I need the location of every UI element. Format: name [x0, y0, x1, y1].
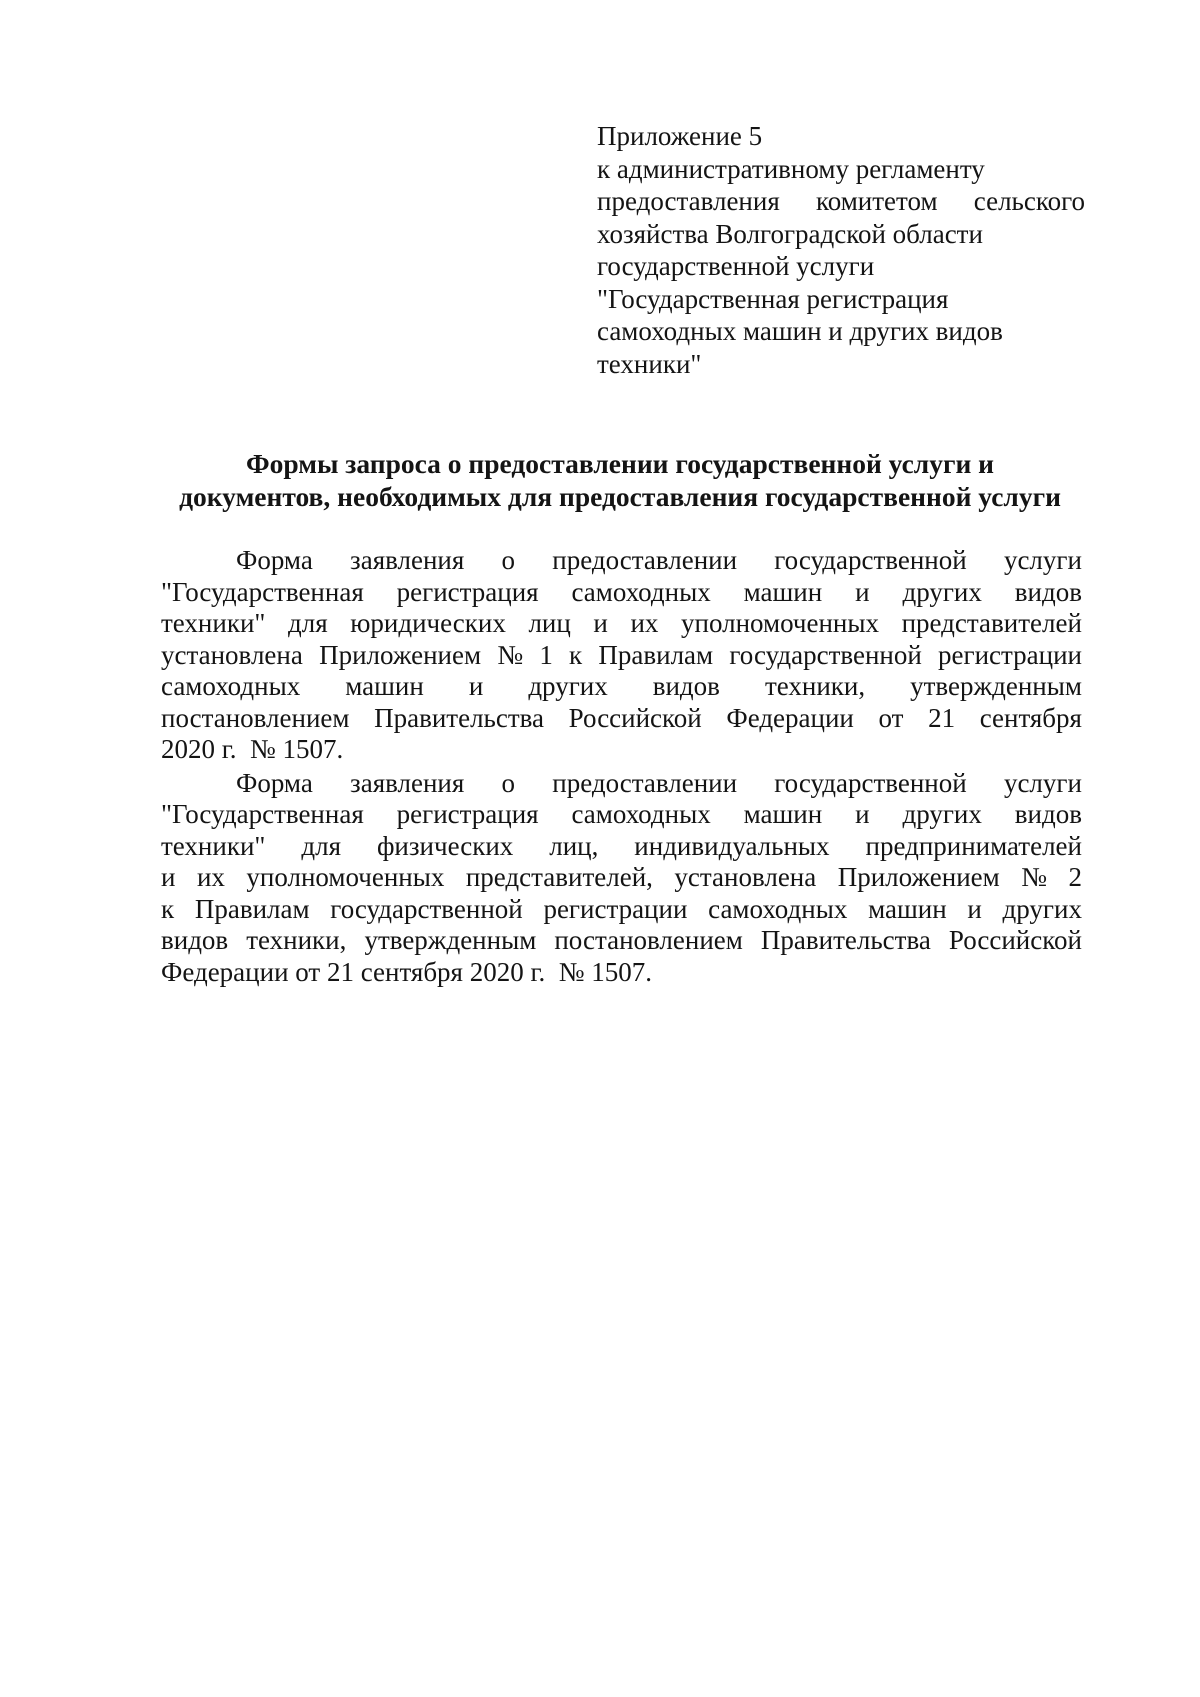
body-line: [161, 925, 1082, 957]
body-word: Правилам: [194, 893, 310, 924]
body-word: регистрации: [543, 893, 688, 924]
body-word: машин: [868, 893, 947, 924]
body-line: [161, 734, 1082, 766]
body-line-text: 2020 г. № 1507.: [161, 734, 344, 764]
body-word: других: [902, 576, 982, 607]
body-word: Приложением: [837, 862, 1000, 892]
body-word: видов: [1014, 576, 1082, 607]
body-word: техники,: [246, 925, 347, 955]
body-word: Российской: [568, 702, 702, 733]
body-word: постановлением: [161, 702, 350, 733]
body-word: техники": [161, 830, 266, 861]
body-word: их: [630, 608, 659, 638]
body-line: [161, 640, 1082, 672]
appendix-line: государственной услуги: [597, 251, 875, 281]
body-word: Правительства: [760, 925, 931, 955]
body-word: самоходных: [708, 893, 848, 924]
body-word: видов: [161, 925, 229, 955]
body-word: Приложением: [319, 639, 482, 670]
body-word: №: [497, 639, 524, 670]
body-line: [161, 894, 1082, 926]
body-word: Правительства: [374, 702, 545, 733]
appendix-line: хозяйства Волгоградской области: [597, 218, 983, 249]
body-word: 21: [928, 702, 956, 733]
body-line: [161, 957, 1082, 989]
body-word: "Государственная: [161, 576, 364, 607]
body-word: государственной: [330, 893, 523, 924]
body-word: о: [501, 767, 516, 798]
body-word: к: [161, 893, 175, 924]
body-word: заявления: [350, 767, 465, 798]
body-word: самоходных: [161, 671, 301, 701]
body-word: Федерации: [726, 702, 854, 733]
appendix-header: [597, 120, 1085, 380]
body-word: регистрация: [396, 576, 539, 607]
body-word: самоходных: [571, 576, 711, 607]
body-word: Правилам: [598, 639, 714, 670]
body-word: сентября: [979, 702, 1082, 733]
body-word: от: [878, 702, 904, 733]
title-line-1: Формы запроса о предоставлении государственной услуги и: [245, 448, 995, 479]
body-word: услуги: [1003, 767, 1082, 798]
body-word: для: [301, 830, 341, 861]
body-line: [161, 768, 1082, 800]
body-word: машин: [345, 671, 424, 701]
body-word: и: [593, 608, 608, 638]
document-body: [161, 545, 1082, 988]
appendix-line: Приложение 5: [597, 121, 763, 151]
body-word: 2: [1068, 862, 1082, 892]
body-word: установлена: [161, 639, 303, 670]
body-word: регистрации: [938, 639, 1082, 670]
body-line: [161, 831, 1082, 863]
body-line: [161, 671, 1082, 703]
body-word: уполномоченных: [246, 862, 445, 892]
body-line: [161, 608, 1082, 640]
body-word: самоходных: [571, 799, 711, 829]
body-word: 1: [539, 639, 553, 670]
body-word: установлена: [674, 862, 817, 892]
body-word: заявления: [350, 545, 465, 575]
body-word: государственной: [774, 767, 967, 798]
body-word: уполномоченных: [681, 608, 879, 638]
appendix-word: предоставления: [597, 186, 780, 216]
body-word: утвержденным: [364, 925, 537, 955]
body-line-text: Федерации от 21 сентября 2020 г. № 1507.: [161, 956, 653, 987]
body-word: предоставлении: [552, 545, 738, 575]
appendix-word: сельского: [973, 186, 1085, 216]
body-word: и: [855, 576, 870, 607]
body-word: техники,: [764, 671, 866, 701]
appendix-line-justified: [597, 185, 1085, 218]
appendix-line: "Государственная регистрация: [597, 283, 949, 314]
appendix-line: к административному регламенту: [597, 153, 985, 184]
body-word: видов: [1014, 799, 1082, 829]
body-word: Форма: [236, 545, 313, 575]
body-word: представителей,: [465, 862, 653, 892]
body-word: №: [1021, 862, 1047, 892]
body-word: утвержденным: [910, 671, 1082, 701]
appendix-word: комитетом: [815, 186, 938, 216]
body-line: [161, 545, 1082, 577]
body-word: регистрация: [396, 799, 539, 829]
body-word: и: [161, 862, 176, 892]
body-word: техники": [161, 608, 266, 638]
appendix-line: самоходных машин и других видов: [597, 316, 1003, 346]
title-line-2: документов, необходимых для предоставления государственной услуги: [179, 481, 1061, 512]
body-word: юридических: [350, 608, 506, 638]
body-word: услуги: [1003, 545, 1082, 575]
body-word: о: [501, 545, 516, 575]
body-line: [161, 862, 1082, 894]
document-title: [150, 447, 1090, 513]
body-word: "Государственная: [161, 799, 364, 829]
body-word: других: [528, 671, 608, 701]
body-word: машин: [743, 576, 823, 607]
body-word: постановлением: [554, 925, 743, 955]
body-word: Российской: [948, 925, 1082, 955]
body-word: других: [902, 799, 982, 829]
body-word: представителей: [901, 608, 1082, 638]
body-word: предоставлении: [552, 767, 738, 798]
appendix-line: техники": [597, 348, 702, 379]
body-word: индивидуальных: [634, 830, 830, 861]
body-word: и: [967, 893, 982, 924]
body-word: машин: [743, 799, 823, 829]
body-word: к: [569, 639, 583, 670]
body-word: государственной: [729, 639, 922, 670]
body-word: других: [1002, 893, 1082, 924]
body-line: [161, 577, 1082, 609]
body-word: физических: [376, 830, 514, 861]
body-word: лиц: [528, 608, 571, 638]
body-word: лиц,: [549, 830, 599, 861]
body-word: Форма: [236, 767, 313, 798]
body-line: [161, 799, 1082, 831]
body-word: видов: [652, 671, 720, 701]
body-word: для: [288, 608, 328, 638]
body-word: и: [855, 799, 870, 829]
body-word: предпринимателей: [865, 830, 1082, 861]
body-word: их: [196, 862, 225, 892]
body-paragraph: [161, 545, 1082, 766]
body-word: и: [468, 671, 484, 701]
body-word: государственной: [774, 545, 967, 575]
body-line: [161, 703, 1082, 735]
body-paragraph: [161, 768, 1082, 989]
